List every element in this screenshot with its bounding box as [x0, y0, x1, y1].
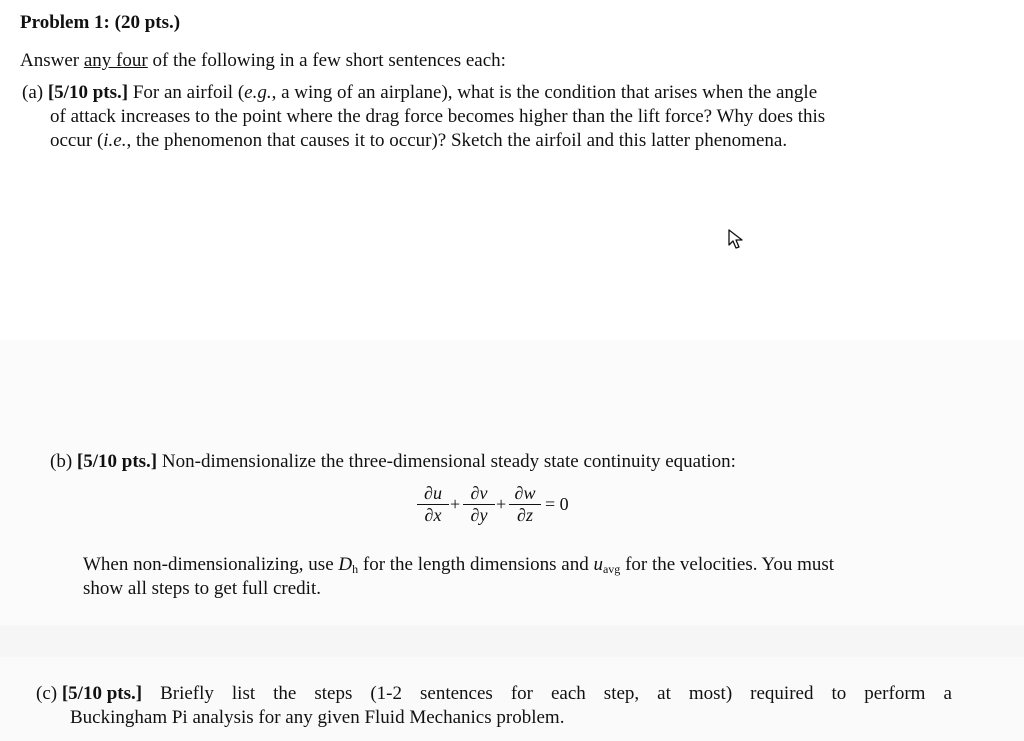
part-a-line-2: of attack increases to the point where the drag force becomes higher than the lift force? Why does this	[50, 106, 826, 127]
part-c-line-1: (c) [5/10 pts.] Briefly list the steps (1-2 sentences for each step, at most) required to perform a	[36, 683, 952, 704]
term-dw-dz: ∂w ∂z	[507, 483, 543, 525]
emphasis-any-four: any four	[83, 50, 148, 71]
term-du-dx: ∂u ∂x	[415, 483, 451, 525]
problem-label: Problem 1:	[20, 12, 110, 33]
part-a-line-1: (a) [5/10 pts.] For an airfoil (e.g., a wing of an airplane), what is the condition that arises when the angle	[22, 82, 818, 103]
mouse-pointer-icon	[727, 228, 745, 250]
problem-points: (20 pts.)	[114, 12, 181, 33]
part-b-points: [5/10 pts.]	[76, 451, 158, 472]
part-a-points: [5/10 pts.]	[47, 82, 129, 103]
instructions: Answer any four of the following in a few short sentences each:	[20, 50, 506, 71]
part-b-marker: (b)	[50, 451, 77, 472]
part-b-line-1: (b) [5/10 pts.] Non-dimensionalize the three-dimensional steady state continuity equation:	[50, 451, 736, 472]
part-a-line-3: occur (i.e., the phenomenon that causes it to occur)? Sketch the airfoil and this latter phenomena.	[50, 130, 788, 151]
part-a-marker: (a)	[22, 82, 48, 103]
part-b-line-3: show all steps to get full credit.	[83, 578, 321, 599]
part-c-marker: (c)	[36, 683, 62, 704]
equation-rhs: = 0	[545, 494, 569, 514]
term-dv-dy: ∂v ∂y	[461, 483, 497, 525]
problem-title	[20, 11, 180, 35]
part-c-line-2: Buckingham Pi analysis for any given Fluid Mechanics problem.	[70, 707, 565, 728]
part-c-points: [5/10 pts.]	[61, 683, 143, 704]
part-b-line-2: When non-dimensionalizing, use $D_h$ for the length dimensions and $u_{avg}$ for the velocities. You must	[83, 554, 835, 576]
